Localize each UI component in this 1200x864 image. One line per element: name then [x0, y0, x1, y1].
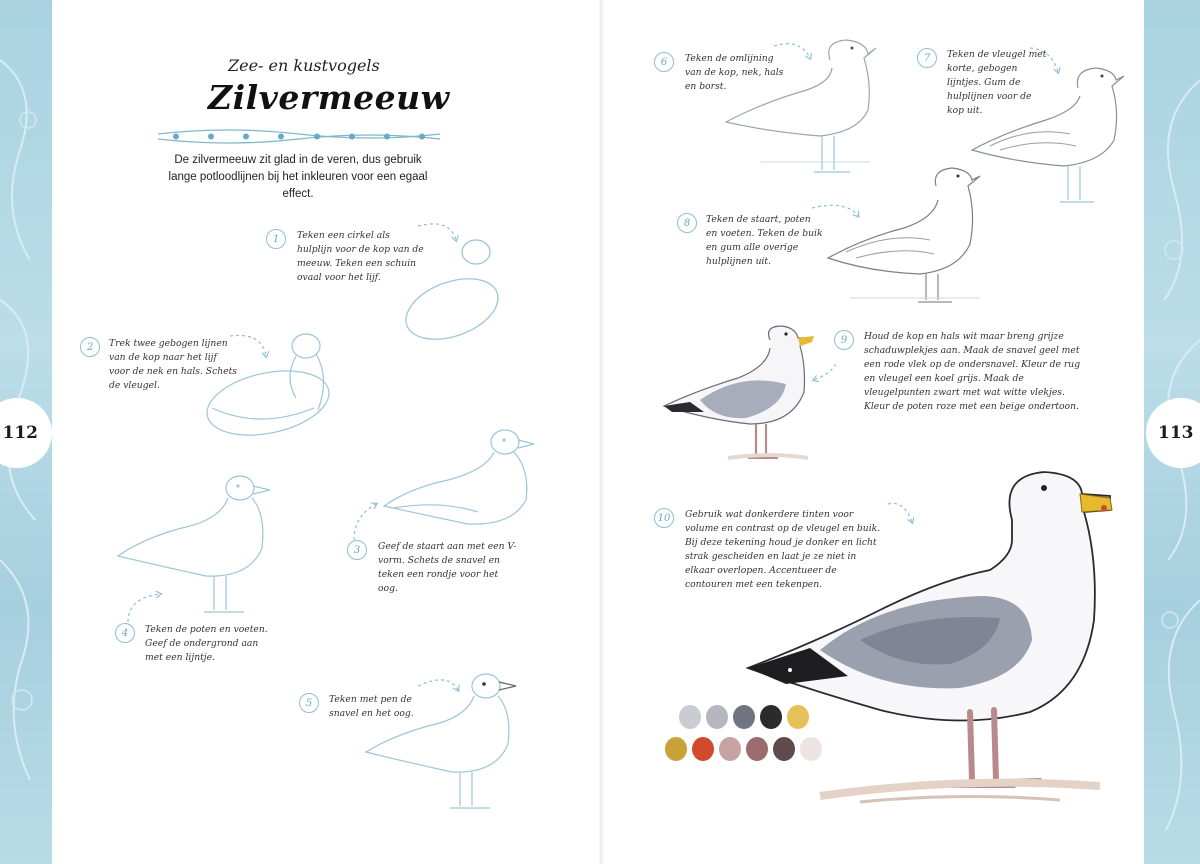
- palette-swatch: [773, 737, 795, 761]
- step-number-1: 1: [266, 229, 286, 249]
- step-2-text: Trek twee gebogen lijnen van de kop naar het lijf voor de nek en hals. Schets de vleugel.: [109, 338, 238, 391]
- step-number-9: 9: [834, 330, 854, 350]
- palette-swatch: [692, 737, 714, 761]
- palette-swatch: [719, 737, 741, 761]
- step-number-8: 8: [677, 213, 697, 233]
- step-number-6: 6: [654, 52, 674, 72]
- step-number-2: 2: [80, 337, 100, 357]
- palette-swatch: [679, 705, 701, 729]
- page-title: Zilvermeeuw: [208, 78, 450, 117]
- palette-swatch: [733, 705, 755, 729]
- step-number-4: 4: [115, 623, 135, 643]
- step-number-7: 7: [917, 48, 937, 68]
- page-number-left: 112: [0, 398, 52, 468]
- step-number-10: 10: [654, 508, 674, 528]
- step-10-text: Gebruik wat donkerdere tinten voor volume en contrast op de vleugel en buik. Bij deze tekening houd je donker en licht strak gescheiden en laat je ze niet in elkaar overlopen. Accentueer de contouren met een tekenpen.: [685, 509, 881, 590]
- intro-text: De zilvermeeuw zit glad in de veren, dus gebruik lange potloodlijnen bij het inkleuren voor een egaal effect.: [168, 154, 428, 200]
- page-number-right: 113: [1146, 398, 1200, 468]
- step-3-text: Geef de staart aan met een V-vorm. Schets de snavel en teken een rondje voor het oog.: [378, 541, 517, 594]
- step-1-text: Teken een cirkel als hulplijn voor de kop van de meeuw. Teken een schuin ovaal voor het lijf.: [297, 230, 424, 283]
- palette-swatch: [787, 705, 809, 729]
- step-number-3: 3: [347, 540, 367, 560]
- chapter-subtitle: Zee- en kustvogels: [228, 56, 380, 75]
- palette-swatch: [800, 737, 822, 761]
- step-6-text: Teken de omlijning van de kop, nek, hals en borst.: [685, 53, 784, 92]
- step-number-5: 5: [299, 693, 319, 713]
- step-8-text: Teken de staart, poten en voeten. Teken de buik en gum alle overige hulplijnen uit.: [706, 214, 823, 267]
- step-7-text: Teken de vleugel met korte, gebogen lijntjes. Gum de hulplijnen voor de kop uit.: [947, 49, 1047, 116]
- palette-swatch: [665, 737, 687, 761]
- step-5-text: Teken met pen de snavel en het oog.: [329, 694, 414, 719]
- palette-swatch: [746, 737, 768, 761]
- palette-swatch: [706, 705, 728, 729]
- step-4-text: Teken de poten en voeten. Geef de ondergrond aan met een lijntje.: [145, 624, 268, 663]
- palette-swatch: [760, 705, 782, 729]
- step-9-text: Houd de kop en hals wit maar breng grijze schaduwplekjes aan. Maak de snavel geel met een rode vlek op de ondersnavel. Kleur de rug en vleugel een koel grijs. Maak de vleugelpunten zwart met wat witte vlekjes. Kleur de poten roze met een beige ondertoon.: [864, 331, 1081, 412]
